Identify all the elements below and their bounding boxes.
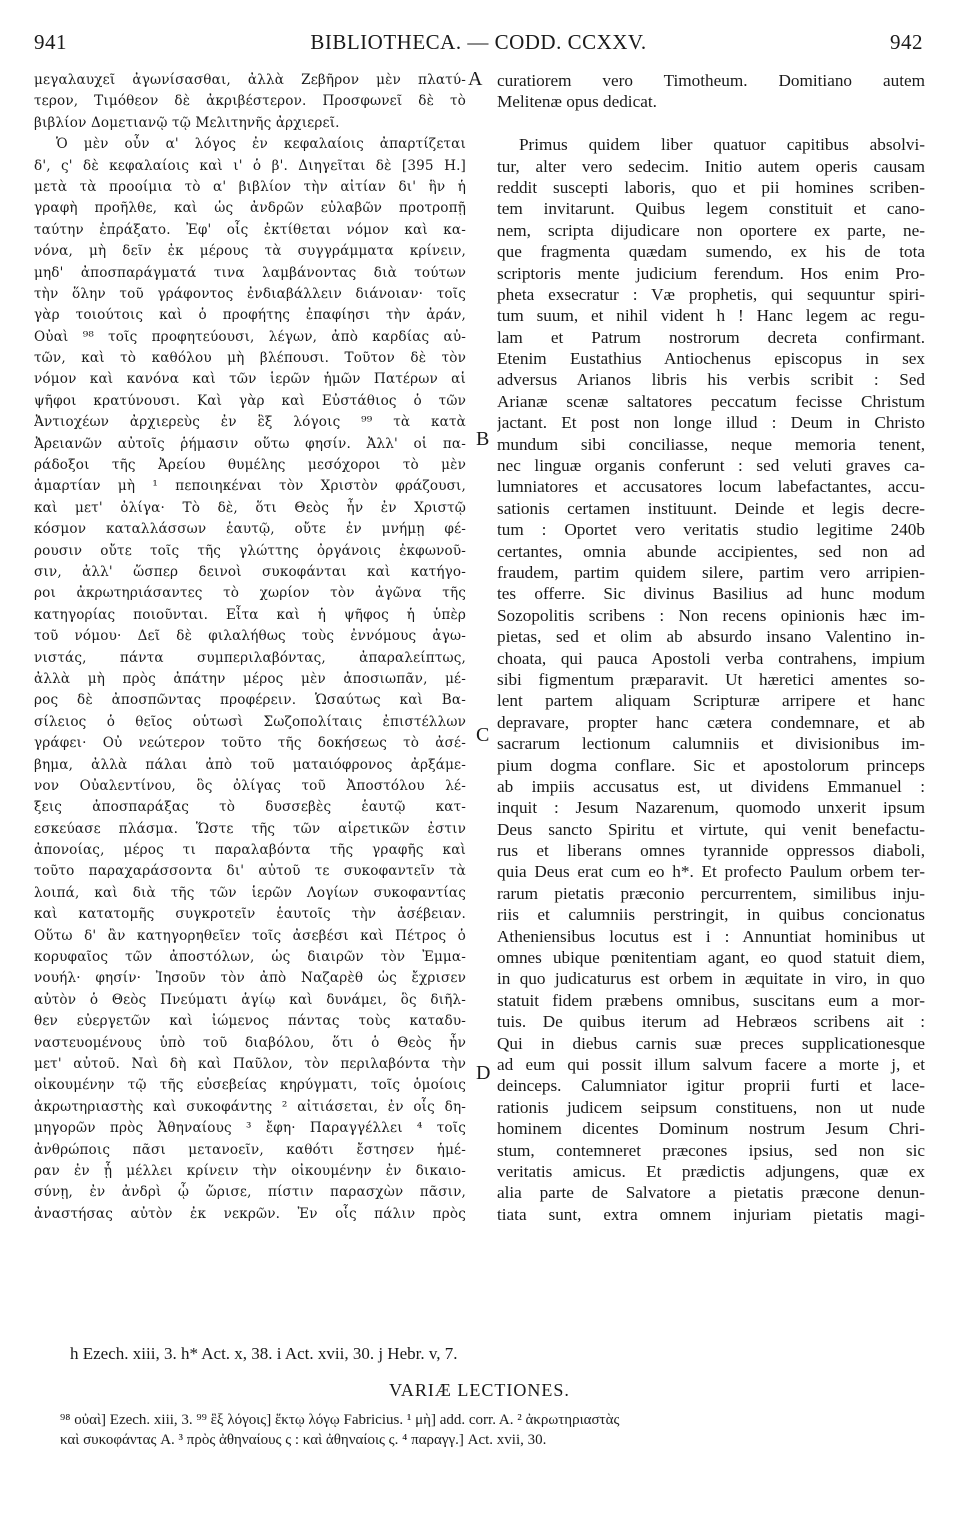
margin-marker-b: B <box>476 428 490 450</box>
greek-text-line: τερον, Τιμόθεον δὲ ἀκριβέστερον. Προσφωνεῖ δὲ τὸ <box>34 93 466 110</box>
latin-text-line: lam et Patrum nostrorum decreta confirmant. <box>497 327 925 347</box>
latin-text-line: deinceps. Calumniator igitur proprii furti et lace- <box>497 1076 925 1096</box>
latin-text-column <box>497 70 925 1225</box>
latin-text-line: alia parte de Salvatore a pietatis præcone denun- <box>497 1183 925 1203</box>
margin-marker-d: D <box>476 1062 491 1084</box>
latin-text-line: inquit : Jesum Nazarenum, quomodo unxerit ipsum <box>497 798 925 818</box>
latin-text-line: Primus quidem liber quatuor capitibus absolvi- <box>519 135 925 155</box>
latin-text-line: sationis certamen instituunt. Deinde et legis decre- <box>497 498 925 518</box>
latin-text-line: pium dogma conflare. Sic et apostolorum princeps <box>497 755 925 775</box>
latin-text-line: lent partem aliquam Scripturæ arripere et hanc <box>497 691 925 711</box>
latin-text-line: pietas, sed et olim ab absurdo insano Valentino in- <box>497 627 925 647</box>
page-number-left: 941 <box>34 30 67 54</box>
greek-text-line: ἁμαρτίαν μὴ ¹ πεποιηκέναι τὸν Χριστὸν φράζουσι, <box>34 478 466 495</box>
latin-text-line: pheta exsecratur : Væ prophetis, qui sequuntur spiri- <box>497 284 925 304</box>
latin-text-line: Etenim Eustathius Antiochenus episcopus in sex <box>497 349 925 369</box>
latin-text-line: sibi figmentum præparavit. Ut hæretici amentes so- <box>497 669 925 689</box>
latin-text-line: tiata sunt, extra omnem injuriam pietatis magi- <box>497 1204 925 1224</box>
greek-text-line: σύνῃ, ἐν ἀνδρὶ ᾧ ὥρισε, πίστιν παρασχὼν πᾶσιν, <box>34 1184 466 1201</box>
page-number-right: 942 <box>890 30 923 54</box>
latin-text-line: que fragmenta quædam sumendo, ex his de tota <box>497 242 925 262</box>
greek-text-line: εσκεύασε πλάσμα. Ὥστε τῆς τῶν αἱρετικῶν ἐστιν <box>34 820 466 837</box>
greek-text-line: βημα, ἀλλὰ πάλαι ἀπὸ τοῦ ματαιόφρονος ἀρξάμε- <box>34 756 466 773</box>
latin-text-line: rationis judicem seipsum constituens, non ut nude <box>497 1097 925 1117</box>
greek-text-line: ἀλλὰ μὴ πρὸς ἀπάτην μέρος μὲν ἀποσιωπᾶν, μέ- <box>34 670 466 687</box>
latin-text-line: certantes, omnia abunde accipientes, sed non ad <box>497 541 925 561</box>
latin-text-line: tum : Oportet vero veritatis studio legitime 240b <box>497 520 925 540</box>
variae-lectiones-notes <box>60 1410 920 1450</box>
greek-text-line: ἀπονοίας, μέρος τι παραλαβόντα τῆς γραφῆς καὶ <box>34 842 466 859</box>
latin-text-line: adversus Arianos libris his verbis scribit : Sed <box>497 370 925 390</box>
greek-text-line: μετὰ τὰ προοίμια τὸ α' βιβλίον τὴν αἰτίαν δι' ἣν ἡ <box>34 178 466 195</box>
greek-text-line: τὴν ὅλην τοῦ γράφοντος ἐνδιαβάλλειν διάνοιαν· τοῖς <box>34 285 466 302</box>
greek-text-line: αὐτὸν ὁ Θεὸς Πνεύματι ἁγίῳ καὶ δυνάμει, ὃς διῆλ- <box>34 991 466 1008</box>
latin-text-line: quia Deus erat cum eo h*. Et profecto Paulum orbem ter- <box>497 862 925 882</box>
greek-text-line: κόσμον καταλλάσσων ἑαυτῷ, οὔτε ἐν μνήμῃ φέ- <box>34 521 466 538</box>
margin-marker-a: A <box>468 68 483 90</box>
scripture-references: h Ezech. xiii, 3. h* Act. x, 38. i Act. xvii, 30. j Hebr. v, 7. <box>70 1344 458 1363</box>
greek-text-line: ράδοξοι τῆς Ἀρείου θυμέλης μεσόχοροι τὸ μὲν <box>34 457 466 474</box>
latin-text-line: Sozopolitis scribens : Non recens opinionis hæc im- <box>497 605 925 625</box>
latin-text-line: Deus sancto Spiritu et virtute, qui venit benefactu- <box>497 819 925 839</box>
margin-marker-c: C <box>476 724 490 746</box>
greek-text-line: νιστάς, πάντα συμπεριλαβόντας, ἀπαραλείπτως, <box>34 649 466 666</box>
latin-text-line: fraudem, partim quidem silere, partim vero arripien- <box>497 562 925 582</box>
greek-text-line: καὶ κατατομῆς συγκροτεῖν ἑαυτοῖς τὴν ἀσέβειαν. <box>34 906 466 923</box>
latin-text-line: riis et calumniis perstringit, in quibus concionatus <box>497 905 925 925</box>
greek-text-line: νόνα, μὴ δεῖν ἐκ μέρους τὰ συγγράμματα κρίνειν, <box>34 243 466 260</box>
latin-text-line: veritatis amicus. Et prædictis adjungens, quæ ex <box>497 1161 925 1181</box>
greek-text-line: γράφει· Οὐ νεώτερον τοῦτο τῆς δοκήσεως τὸ ἀσέ- <box>34 735 466 752</box>
latin-text-line: ad eum qui possit illum salvum facere a morte j, et <box>497 1054 925 1074</box>
greek-text-line: νόμον καὶ κανόνα καὶ τῶν ἱερῶν ἡμῶν Πατέρων αἱ <box>34 371 466 388</box>
latin-text-line: omnes ubique pœnitentiam agant, eo quod statuit diem, <box>497 948 925 968</box>
latin-text-line: Atheniensibus locutus est i : Annuntiat hominibus ut <box>497 926 925 946</box>
greek-text-line: Οὕτω δ' ἂν κατηγορηθεῖεν τοῖς ἀσεβέσι καὶ Πέτρος ὁ <box>34 927 466 944</box>
latin-text-line: scriptoris mente judicium ferendum. Hos enim Pro- <box>497 263 925 283</box>
greek-text-line: ἀκρωτηριαστὴς καὶ συκοφάντης ² αἰτιάσεται, ἐν οἷς δη- <box>34 1098 466 1115</box>
latin-text-line: Arianæ scenæ saltatores peccatum fecisse Christum <box>497 391 925 411</box>
latin-text-line: tur, alter vero sedecim. Initio autem operis causam <box>497 156 925 176</box>
latin-text-line: hominem dicentes Dominum nostrum Jesum Chri- <box>497 1119 925 1139</box>
greek-text-column <box>34 70 466 1225</box>
greek-text-line: βιβλίον Δομετιανῷ τῷ Μελιτηνῆς ἀρχιερεῖ. <box>34 114 340 131</box>
greek-text-line: τοῦτο παραχαράσσοντα δι' αὐτοῦ τε συκοφαντεῖν τὰ <box>34 863 466 880</box>
latin-text-line: in quo judicaturus est orbem in æquitate in viro, in quo <box>497 969 925 989</box>
greek-text-line: ροι ἀκρωτηριάσαντες τὸ χωρίον τὸν ἀγῶνα τῆς <box>34 585 466 602</box>
greek-text-line: ξεις ἀποσπαράξας τὸ δυσσεβὲς ἑαυτῷ κατ- <box>34 799 466 816</box>
latin-text-line: curatiorem vero Timotheum. Domitiano autem <box>497 71 925 90</box>
latin-text-line: nec linguæ organis conferunt : sed veluti graves ca- <box>497 456 925 476</box>
greek-text-line: τοῦ νόμου· Δεῖ δὲ φιλαλήθως τοὺς ἐννόμους ἀγω- <box>34 628 466 645</box>
greek-text-line: μετ' αὐτοῦ. Ναὶ δὴ καὶ Παῦλον, τὸν περιλαβόντα τὴν <box>34 1055 466 1072</box>
latin-text-line: Qui in diebus carnis suæ preces supplicationesque <box>497 1033 925 1053</box>
greek-text-line: σιν, ἀλλ' ὥσπερ δεινοὶ συκοφάνται καὶ κατήγο- <box>34 563 466 580</box>
latin-text-line: lumniatores et accusatores locum labefactantes, accu- <box>497 477 925 497</box>
latin-text-line: statuit fidem præbens omnibus, suscitans eum a mor- <box>497 990 925 1010</box>
greek-text-line: ψῆφοι κρατύνουσι. Καὶ γὰρ καὶ Εὐστάθιος ὁ τῶν <box>34 392 466 409</box>
greek-text-line: γὰρ τοιούτοις καὶ ὁ προφήτης ἐπαφίησι τὴν ἀράν, <box>34 307 466 324</box>
latin-text-line: rus et liberans omnes tyrannide oppressos diaboli, <box>497 841 925 861</box>
latin-text-line: mundum sibi conciliasse, neque memoria tenent, <box>497 434 925 454</box>
variae-lectiones-line: ⁹⁸ οὐαὶ] Ezech. xiii, 3. ⁹⁹ ἓξ λόγοις] ἕκτῳ λόγῳ Fabricius. ¹ μὴ] add. corr. A. ² ἀκρωτηριαστὰς <box>60 1412 620 1428</box>
greek-text-line: καὶ μετ' ὀλίγα· Τὸ δὲ, ὅτι Θεὸς ἦν ἐν Χριστῷ <box>34 499 466 516</box>
greek-text-line: μηγορῶν πρὸς Ἀθηναίους ³ ἔφη· Παραγγέλλει ⁴ τοῖς <box>34 1120 466 1137</box>
greek-text-line: μεγαλαυχεῖ ἀγωνίσασθαι, ἀλλὰ Ζεβῆρον μὲν πλατύ- <box>34 72 466 88</box>
latin-text-line: rarum pietatis præconio percurrentem, similibus inju- <box>497 883 925 903</box>
greek-text-line: ἀνθρώποις πᾶσι μετανοεῖν, καθότι ἔστησεν ἡμέ- <box>34 1141 466 1158</box>
latin-text-line: choata, qui pauca Apostoli verba contrahens, impium <box>497 648 925 668</box>
greek-text-line: γραφὴ προῆλθε, καὶ ὡς ἀνδρῶν εὐλαβῶν προτροπῇ <box>34 200 466 217</box>
greek-text-line: ἀναστήσας αὐτὸν ἐκ νεκρῶν. Ἐν οἷς πάλιν πρὸς <box>34 1205 466 1222</box>
greek-text-line: θεν εὐεργετῶν καὶ ἰώμενος πάντας τοὺς καταδυ- <box>34 1013 466 1030</box>
latin-text-line: jactant. Et post non longe illud : Deum in Christo <box>497 413 925 433</box>
greek-text-line: Οὐαὶ ⁹⁸ τοῖς προφητεύουσι, λέγων, ἀπὸ καρδίας αὐ- <box>34 328 466 345</box>
latin-text-line: tem invitarunt. Quibus legem constituit et cano- <box>497 199 925 219</box>
greek-text-line: μηδ' ἀποσπαράγματά τινα λαμβάνοντας διὰ τούτων <box>34 264 466 281</box>
greek-text-line: Ὁ μὲν οὖν α' λόγος ἐν κεφαλαίοις ἀπαρτίζεται <box>56 136 466 153</box>
greek-text-line: ναστευομένους ὑπὸ τοῦ διαβόλου, ὅτι ὁ Θεὸς ἦν <box>34 1034 466 1051</box>
latin-text-line: tum suum, et nihil vident h ! Hanc legem ac regu- <box>497 306 925 326</box>
latin-text-line: tes offerre. Sic divinus Basilius ad hunc modum <box>497 584 925 604</box>
greek-text-line: ραν ἐν ᾗ μέλλει κρίνειν τὴν οἰκουμένην ἐν δικαιο- <box>34 1162 466 1179</box>
greek-text-line: ταύτην ἐπράξατο. Ἐφ' οἷς ἐκτίθεται νόμον καὶ κα- <box>34 221 466 238</box>
greek-text-line: λοιπά, καὶ διὰ τῆς τῶν ἱερῶν Λογίων συκοφαντίας <box>34 884 466 901</box>
greek-text-line: κατηγορίας ποιοῦνται. Εἶτα καὶ ἡ ψῆφος ἡ ὑπὲρ <box>34 606 466 623</box>
latin-text-line: nem, scripta dijudicare non oportere ex parte, ne- <box>497 220 925 240</box>
greek-text-line: δ', ς' δὲ κεφαλαίοις καὶ ι' ὁ β'. Διηγεῖται δὲ [395 Η.] <box>34 157 466 174</box>
greek-text-line: νον Οὐαλεντίνου, ὃς ὀλίγας τοῦ Ἀποστόλου λέ- <box>34 777 466 794</box>
greek-text-line: οἰκουμένην τῷ τῆς εὐσεβείας κηρύγματι, τοῖς ὁμοίοις <box>34 1077 466 1094</box>
variae-lectiones-heading: VARIÆ LECTIONES. <box>389 1380 570 1400</box>
greek-text-line: τῶν, καὶ τὸ καθόλου μὴ βλέπουσι. Τοῦτον δὲ τὸν <box>34 350 466 367</box>
greek-text-line: Ἀντιοχέων ἀρχιερεὺς ἐν ἓξ λόγοις ⁹⁹ τὰ κατὰ <box>34 414 466 431</box>
latin-text-line: depravare, propter hanc cætera condemnare, et ab <box>497 712 925 732</box>
running-header <box>34 30 923 58</box>
greek-text-line: σίλειος ὁ θεῖος οὑτωσὶ Σωζοπολίταις ἐπιστέλλων <box>34 713 466 730</box>
latin-text-line: reddit suscepti laboris, quo et pii homines scriben- <box>497 177 925 197</box>
greek-text-line: νουήλ· φησίν· Ἰησοῦν τὸν ἀπὸ Ναζαρὲθ ὡς ἔχρισεν <box>34 970 466 987</box>
running-title: BIBLIOTHECA. — CODD. CCXXV. <box>310 30 647 54</box>
greek-text-line: ρουσιν οὔτε τοῖς τῆς γλώττης ὀργάνοις ἐκφωνοῦ- <box>34 542 466 559</box>
greek-text-line: Ἀρειανῶν αὐτοῖς ῥήμασιν οὕτω φησίν. Ἀλλ' οἱ πα- <box>34 435 466 452</box>
latin-text-line: ab impiis accusatus est, ut dividens Emmanuel : <box>497 776 925 796</box>
variae-lectiones-line: καὶ συκοφάντας A. ³ πρὸς ἀθηναίους ς : καὶ ἀθηναίοις ς. ⁴ παραγγ.] Act. xvii, 30. <box>60 1432 547 1448</box>
greek-text-line: ρος δὲ ἀποσπῶντας προφέρειν. Ὡσαύτως καὶ Βα- <box>34 692 466 709</box>
latin-text-line: stum, contemneret præcones ipsius, sed non sic <box>497 1140 925 1160</box>
latin-text-line: tuis. De quibus iterum ad Hebræos scribens ait : <box>497 1012 925 1032</box>
greek-text-line: κορυφαῖος τῶν ἀποστόλων, ὡς διαιρῶν τὸν Ἐμμα- <box>34 949 466 966</box>
latin-text-line: Melitenæ opus dedicat. <box>497 92 657 112</box>
latin-text-blank-line <box>497 113 925 134</box>
latin-text-line: sacrarum lectionum calumniis et divisionibus im- <box>497 734 925 754</box>
